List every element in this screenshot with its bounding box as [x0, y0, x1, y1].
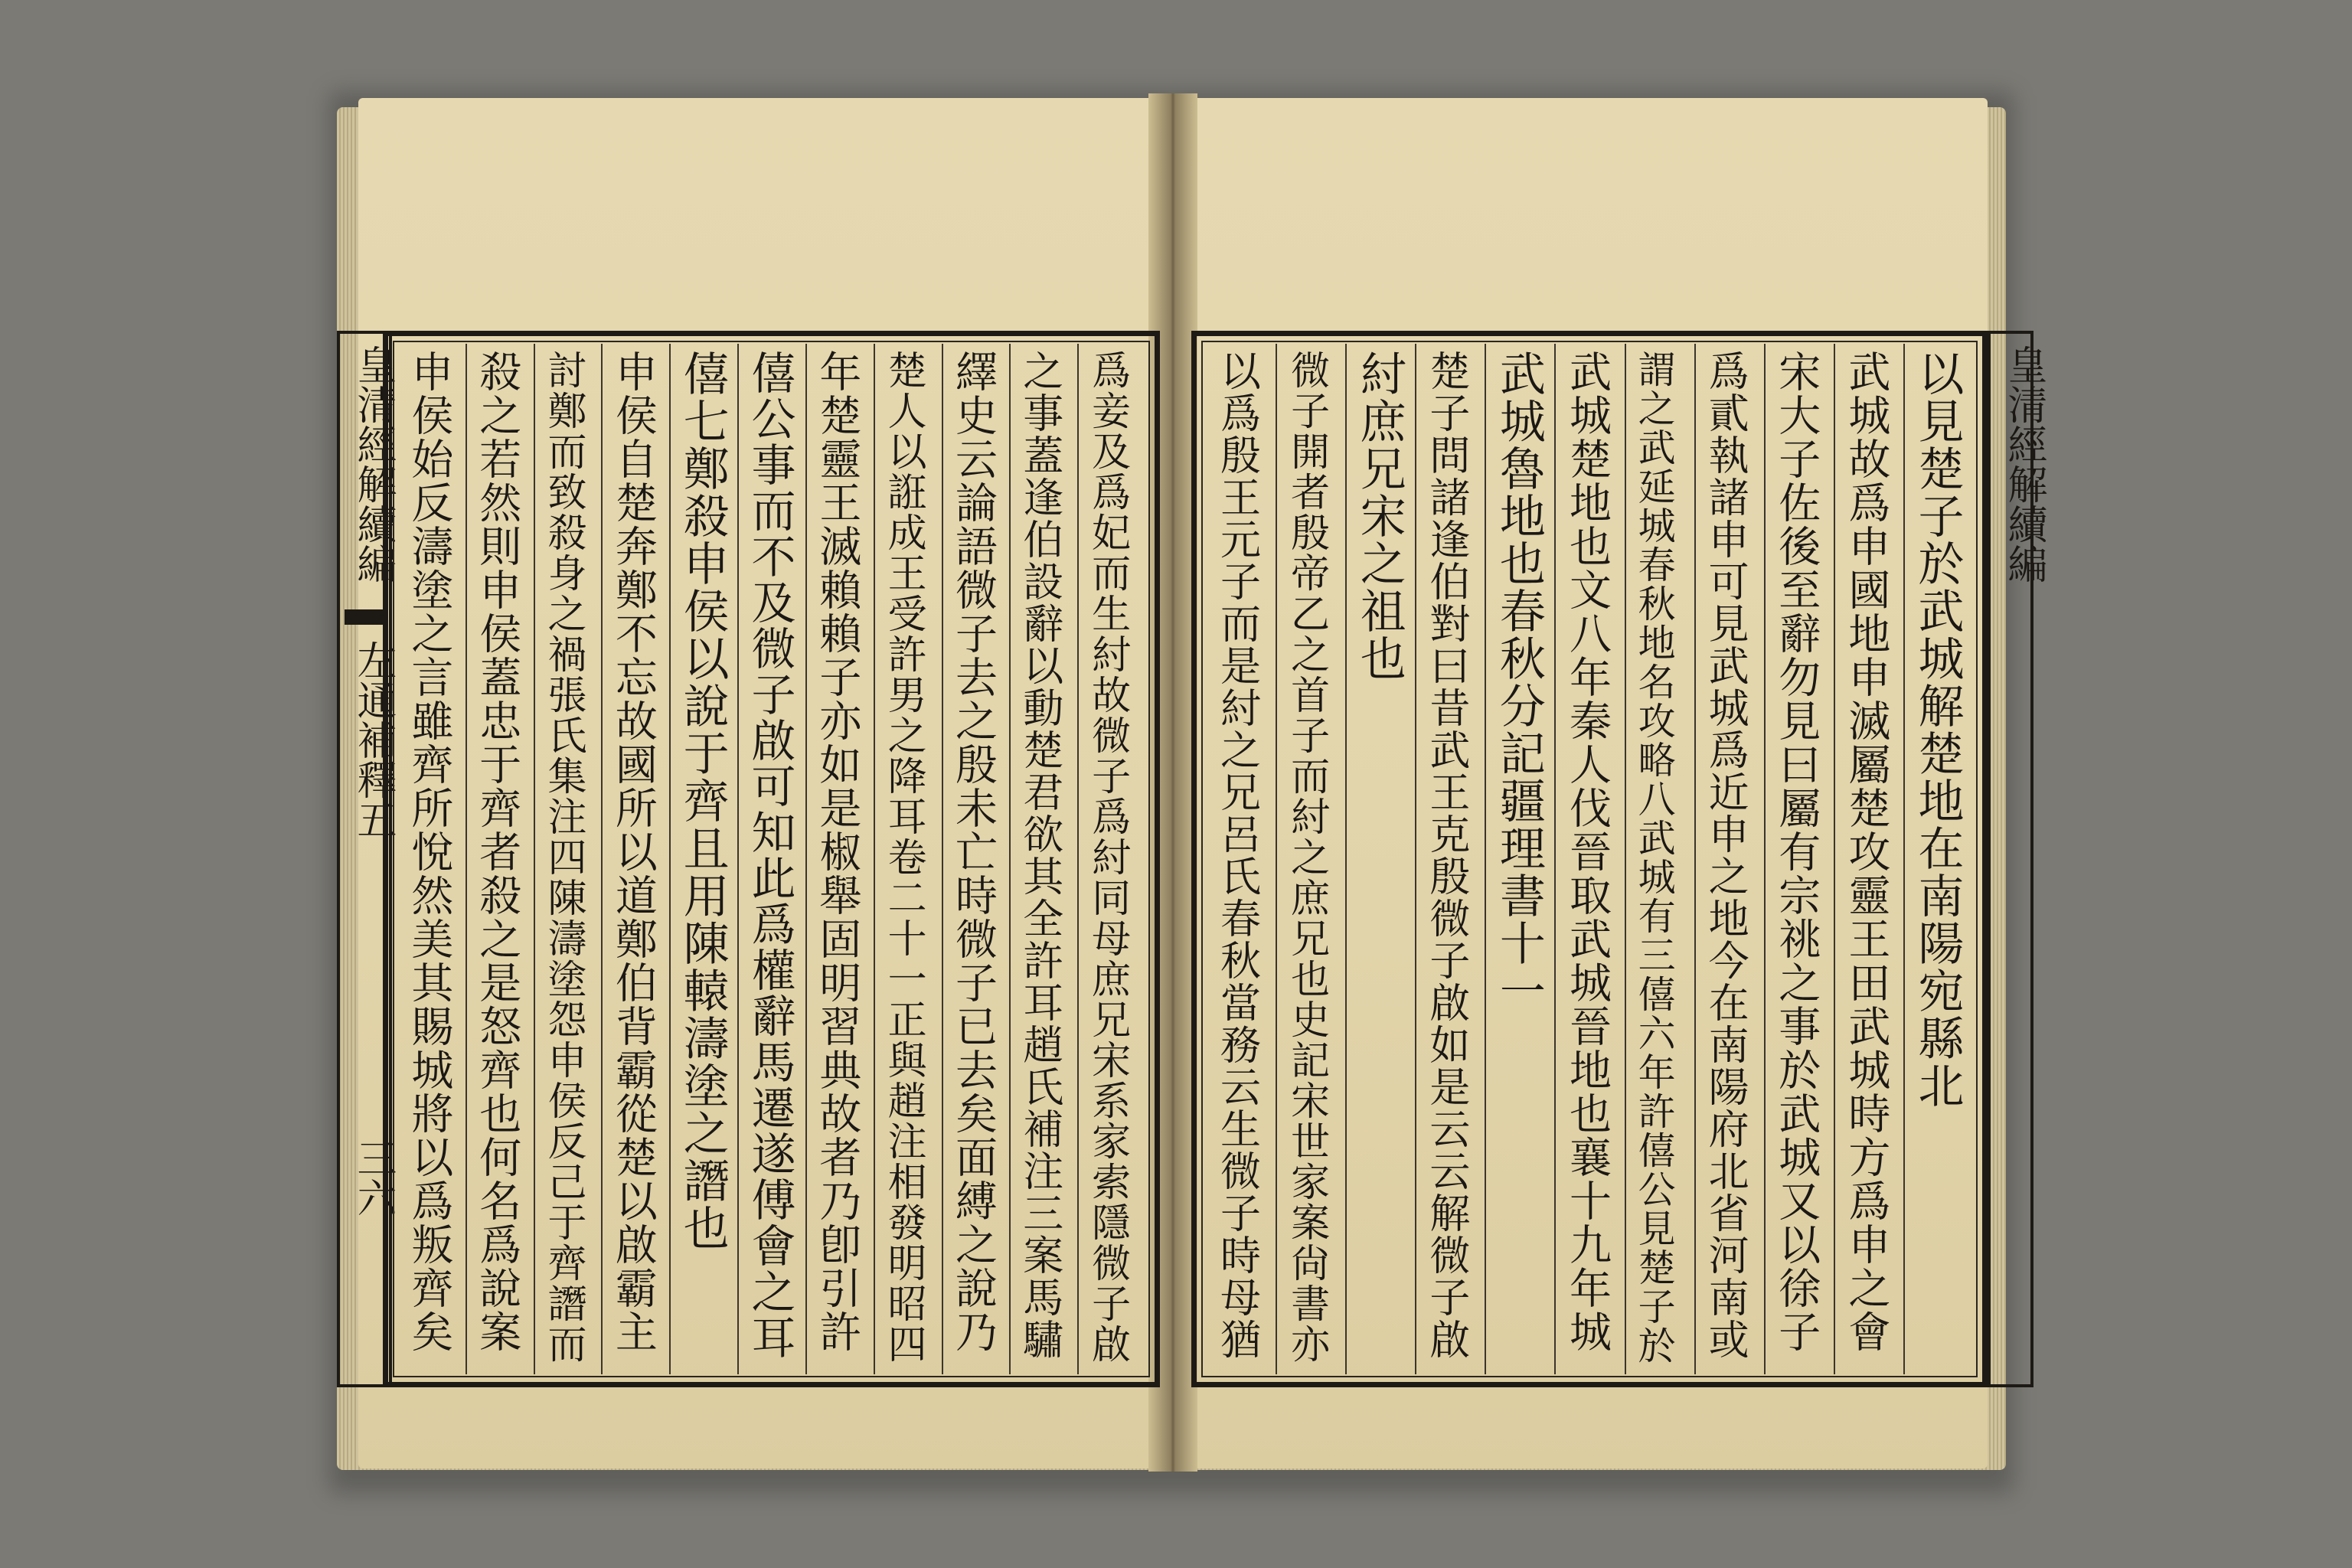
text-column: 微子開者殷帝乙之首子而紂之庶兄也史記宋世家案尙書亦 [1283, 350, 1329, 1364]
column-rule [1077, 344, 1079, 1374]
text-column: 以爲殷王元子而是紂之兄呂氏春秋當務云生微子時母猶 [1214, 350, 1261, 1361]
column-rule [1554, 344, 1556, 1374]
text-column: 謂之武延城春秋地名攻略八武城有三僖六年許僖公見楚子於 [1632, 350, 1677, 1365]
text-column: 武城魯地也春秋分記疆理書十一 [1491, 350, 1546, 1014]
text-column: 申侯自楚奔鄭不忘故國所以道鄭伯背霸從楚以啟霸主 [608, 350, 658, 1354]
text-column: 年楚靈王滅賴賴子亦如是椒舉固明習典故者乃卽引許 [812, 350, 862, 1354]
column-rule [1903, 344, 1905, 1374]
column-rule [737, 344, 739, 1374]
text-column: 繹史云論語微子去之殷未亡時微子已去矣面縛之說乃 [948, 350, 998, 1354]
text-column: 僖七鄭殺申侯以說于齊且用陳轅濤塗之譖也 [675, 350, 730, 1252]
running-title-text: 皇清經解續編 [350, 345, 396, 583]
column-rule [669, 344, 671, 1374]
text-column: 爲貳執諸申可見武城爲近申之地今在南陽府北省河南或 [1702, 350, 1749, 1361]
column-rule [466, 344, 467, 1374]
text-column: 以見楚子於武城解楚地在南陽宛縣北 [1910, 350, 1965, 1109]
text-column: 楚子問諸逢伯對曰昔武王克殷微子啟如是云云解微子啟 [1423, 350, 1470, 1361]
left-text-frame [383, 331, 1160, 1387]
folio-text: 三六 [350, 1138, 396, 1217]
text-column: 宋大子佐後至辭勿見曰屬有宗祧之事於武城又以徐子 [1772, 350, 1821, 1354]
right-block-heart [1988, 331, 2047, 1387]
column-rule [874, 344, 875, 1374]
column-rule [1415, 344, 1416, 1374]
text-column: 僖公事而不及微子啟可知此爲權辭馬遷遂傅會之耳 [743, 350, 796, 1361]
column-rule [1625, 344, 1626, 1374]
text-column: 武城楚地也文八年秦人伐晉取武城晉地也襄十九年城 [1563, 350, 1612, 1354]
text-column: 爲妾及爲妃而生紂故微子爲紂同母庶兄宋系家索隱微子啟 [1084, 350, 1130, 1364]
right-running-title [1995, 345, 2053, 583]
text-column: 武城故爲申國地申滅屬楚攻靈王田武城時方爲申之會 [1841, 350, 1891, 1354]
text-column: 申侯始反濤塗之言雖齊所悅然美其賜城將以爲叛齊矣 [404, 350, 454, 1354]
text-column: 楚人以誑成王受許男之降耳卷二十一正與趙注相發明昭四 [880, 350, 926, 1364]
column-rule [1345, 344, 1347, 1374]
column-rule [534, 344, 535, 1374]
column-rule [1694, 344, 1696, 1374]
right-text-frame [1191, 331, 1988, 1387]
text-column: 紂庶兄宋之祖也 [1352, 350, 1406, 682]
column-rule [1764, 344, 1766, 1374]
text-column: 之事蓋逢伯設辭以動楚君欲其全許耳趙氏補注三案馬驌 [1016, 350, 1063, 1361]
column-rule [942, 344, 943, 1374]
column-rule [805, 344, 807, 1374]
column-rule [601, 344, 603, 1374]
text-column: 殺之若然則申侯蓋忠于齊者殺之是怒齊也何名爲說案 [472, 350, 522, 1354]
fish-tail-mark [345, 609, 384, 625]
column-rule [1834, 344, 1835, 1374]
column-rule [1276, 344, 1277, 1374]
column-rule [1009, 344, 1011, 1374]
text-column: 討鄭而致殺身之禍張氏集注四陳濤塗怨申侯反己于齊譖而 [541, 350, 586, 1364]
running-title-text: 皇清經解續編 [2001, 345, 2047, 583]
margin-label-text: 左通補釋五 [350, 640, 396, 839]
column-rule [1485, 344, 1486, 1374]
